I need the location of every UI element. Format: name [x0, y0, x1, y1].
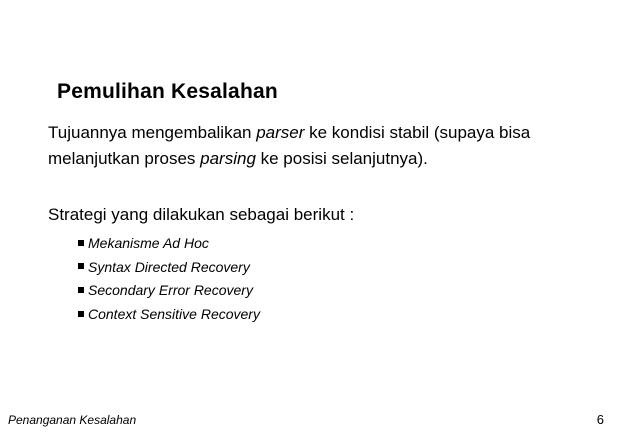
- intro-text-part-3: ke kondisi stabil (supaya bisa melanjutkan proses: [48, 123, 531, 168]
- square-bullet-icon: [78, 311, 84, 317]
- intro-text-part-1: Tujuannya mengembalikan: [48, 123, 257, 142]
- slide-title: Pemulihan Kesalahan: [57, 80, 278, 103]
- strategy-heading: Strategi yang dilakukan sebagai berikut :: [48, 205, 355, 224]
- square-bullet-icon: [78, 263, 84, 269]
- intro-paragraph: [48, 120, 608, 172]
- intro-italic-parser: parser: [256, 123, 305, 142]
- list-item: [78, 256, 260, 280]
- footer-title: Penanganan Kesalahan: [8, 413, 137, 427]
- list-item-label: Context Sensitive Recovery: [88, 305, 260, 322]
- page-number: 6: [596, 412, 604, 427]
- list-item-label: Secondary Error Recovery: [88, 282, 253, 299]
- list-item-label: Syntax Directed Recovery: [88, 258, 250, 275]
- list-item-label: Mekanisme Ad Hoc: [88, 235, 209, 251]
- intro-text-part-5: ke posisi selanjutnya).: [255, 149, 428, 168]
- square-bullet-icon: [78, 240, 84, 246]
- list-item: [78, 232, 260, 256]
- strategy-list: [78, 232, 260, 326]
- intro-italic-parsing: parsing: [200, 149, 256, 168]
- square-bullet-icon: [78, 287, 84, 293]
- list-item: [78, 279, 260, 303]
- list-item: [78, 303, 260, 327]
